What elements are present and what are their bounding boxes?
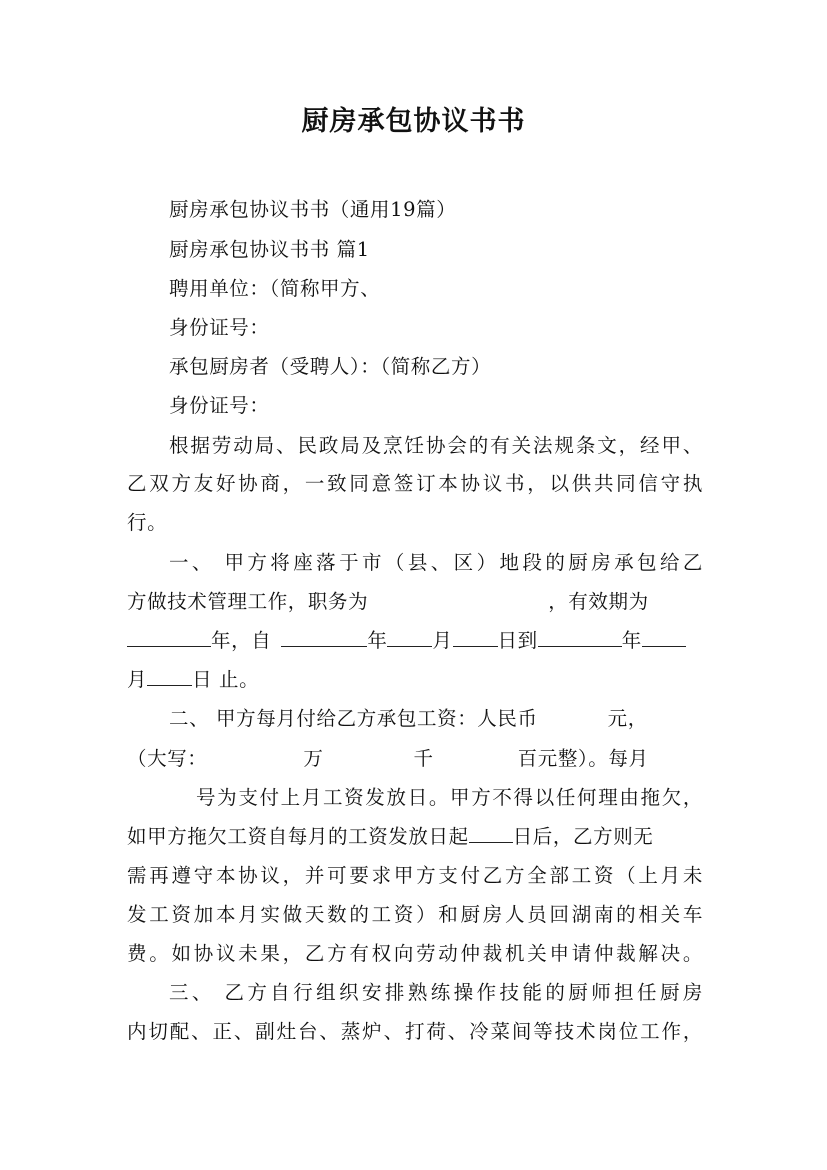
document-title: 厨房承包协议书书 <box>301 106 526 137</box>
clause1-validity-label: ，有效期为 <box>548 590 649 613</box>
collection-title: 厨房承包协议书书（通用19篇） <box>169 198 457 221</box>
clause1-line-1: 一、 甲方将座落于市（县、区）地段的厨房承包给乙 <box>169 551 703 574</box>
start-day-label: 日到 <box>497 629 538 652</box>
clause1-position-label: 方做技术管理工作，职务为 <box>127 590 369 613</box>
preamble-line-1: 根据劳动局、民政局及烹饪协会的有关法规条文，经甲、 <box>169 434 703 457</box>
contractor-line: 承包厨房者（受聘人）：（简称乙方） <box>169 355 492 378</box>
clause3-line-1: 三、 乙方自行组织安排熟练操作技能的厨师担任厨房 <box>169 981 703 1004</box>
start-month-blank <box>387 624 432 647</box>
end-day-label: 日 止。 <box>192 668 260 691</box>
preamble-line-2: 乙双方友好协商，一致同意签订本协议书，以供共同信守执 <box>127 472 703 495</box>
start-year-label: 年 <box>367 629 388 652</box>
capital-label: （大写： <box>127 747 208 770</box>
clause1-line-2 <box>127 583 703 621</box>
overdue-label: 如甲方拖欠工资自每月的工资发放日起 <box>127 825 469 848</box>
preamble-line-3: 行。 <box>127 511 168 534</box>
clause1-line-4 <box>127 661 703 699</box>
qian-label: 千 <box>413 747 434 770</box>
salary-label: 二、 甲方每月付给乙方承包工资：人民币 <box>169 707 538 730</box>
bai-label: 百元整）。每月 <box>517 747 649 770</box>
end-day-blank <box>147 663 192 686</box>
end-month-blank-trail <box>642 624 686 647</box>
contractor-id-line: 身份证号： <box>169 394 270 417</box>
clause2-line-2 <box>127 740 703 778</box>
clause2-line-5: 需再遵守本协议，并可要求甲方支付乙方全部工资（上月未 <box>127 864 703 887</box>
overdue-after-label: 日后，乙方则无 <box>512 825 654 848</box>
end-month-label: 月 <box>127 668 148 691</box>
employer-id-line: 身份证号： <box>169 316 270 339</box>
clause2-line-3: 号为支付上月工资发放日。甲方不得以任何理由拖欠， <box>196 786 703 809</box>
year-label: 年，自 <box>211 629 272 652</box>
clause2-line-4 <box>127 818 703 856</box>
years-blank <box>127 624 211 647</box>
end-year-label: 年 <box>621 629 642 652</box>
end-year-blank <box>538 624 622 647</box>
clause1-line-3 <box>127 622 703 660</box>
clause2-line-6: 发工资加本月实做天数的工资）和厨房人员回湖南的相关车 <box>127 903 703 926</box>
wan-label: 万 <box>303 747 324 770</box>
clause2-line-1 <box>169 700 703 738</box>
clause2-line-7: 费。如协议未果，乙方有权向劳动仲裁机关申请仲裁解决。 <box>127 942 703 965</box>
clause3-line-2: 内切配、正、副灶台、蒸炉、打荷、冷菜间等技术岗位工作， <box>127 1020 703 1043</box>
start-day-blank <box>453 624 498 647</box>
start-month-label: 月 <box>432 629 453 652</box>
part-heading: 厨房承包协议书书 篇1 <box>169 238 370 261</box>
overdue-days-blank <box>469 820 513 843</box>
start-year-blank <box>281 624 367 647</box>
yuan-label: 元， <box>607 707 648 730</box>
employer-line: 聘用单位：（简称甲方、 <box>169 277 381 300</box>
